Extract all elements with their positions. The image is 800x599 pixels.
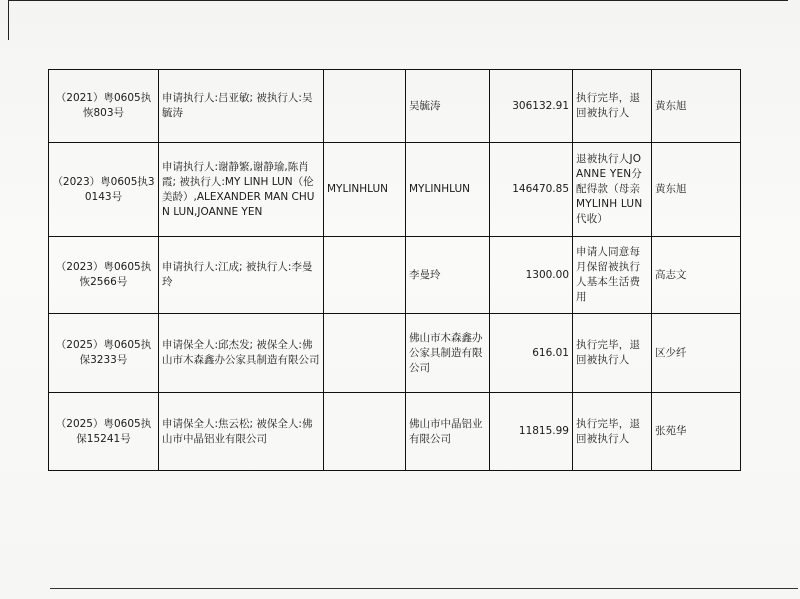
parties-cell: 申请保全人:邱杰发; 被保全人:佛山市木森鑫办公家具制造有限公司 (159, 314, 324, 393)
case-number-cell: （2025）粤0605执保15241号 (49, 393, 159, 471)
case-number-cell: （2025）粤0605执保3233号 (49, 314, 159, 393)
amount-cell: 11815.99 (490, 393, 573, 471)
table-row (49, 70, 741, 143)
result-cell: 退被执行人JOANNE YEN分配得款（母亲MYLINH LUN 代收） (573, 143, 652, 237)
parties-cell: 申请执行人:谢静繁,谢静瑜,陈肖霞; 被执行人:MY LINH LUN（伦美龄）,ALEXANDER MAN CHUN LUN,JOANNE YEN (159, 143, 324, 237)
column3-cell (324, 314, 406, 393)
table-row (49, 143, 741, 237)
column3-cell (324, 237, 406, 314)
parties-cell: 申请保全人:焦云松; 被保全人:佛山市中晶铝业有限公司 (159, 393, 324, 471)
records-table (48, 69, 741, 471)
result-cell: 执行完毕，退回被执行人 (573, 314, 652, 393)
column3-cell (324, 393, 406, 471)
page-bottom-rule (50, 588, 798, 589)
officer-cell: 黄东旭 (652, 70, 741, 143)
officer-cell: 黄东旭 (652, 143, 741, 237)
page-left-border (8, 0, 9, 40)
column3-cell: MYLINHLUN (324, 143, 406, 237)
parties-cell: 申请执行人:吕亚敏; 被执行人:吴毓涛 (159, 70, 324, 143)
column3-cell (324, 70, 406, 143)
name-cell: MYLINHLUN (406, 143, 490, 237)
table-row (49, 237, 741, 314)
name-cell: 佛山市木森鑫办公家具制造有限公司 (406, 314, 490, 393)
amount-cell: 306132.91 (490, 70, 573, 143)
table-row (49, 393, 741, 471)
name-cell: 李曼玲 (406, 237, 490, 314)
officer-cell: 张苑华 (652, 393, 741, 471)
officer-cell: 区少纤 (652, 314, 741, 393)
officer-cell: 高志文 (652, 237, 741, 314)
page-top-border (8, 0, 788, 1)
parties-cell: 申请执行人:江成; 被执行人:李曼玲 (159, 237, 324, 314)
name-cell: 吴毓涛 (406, 70, 490, 143)
table-row (49, 314, 741, 393)
result-cell: 申请人同意每月保留被执行人基本生活费用 (573, 237, 652, 314)
name-cell: 佛山市中晶铝业有限公司 (406, 393, 490, 471)
result-cell: 执行完毕，退回被执行人 (573, 70, 652, 143)
amount-cell: 146470.85 (490, 143, 573, 237)
case-number-cell: （2021）粤0605执恢803号 (49, 70, 159, 143)
case-number-cell: （2023）粤0605执30143号 (49, 143, 159, 237)
case-number-cell: （2023）粤0605执恢2566号 (49, 237, 159, 314)
amount-cell: 616.01 (490, 314, 573, 393)
result-cell: 执行完毕，退回被执行人 (573, 393, 652, 471)
amount-cell: 1300.00 (490, 237, 573, 314)
